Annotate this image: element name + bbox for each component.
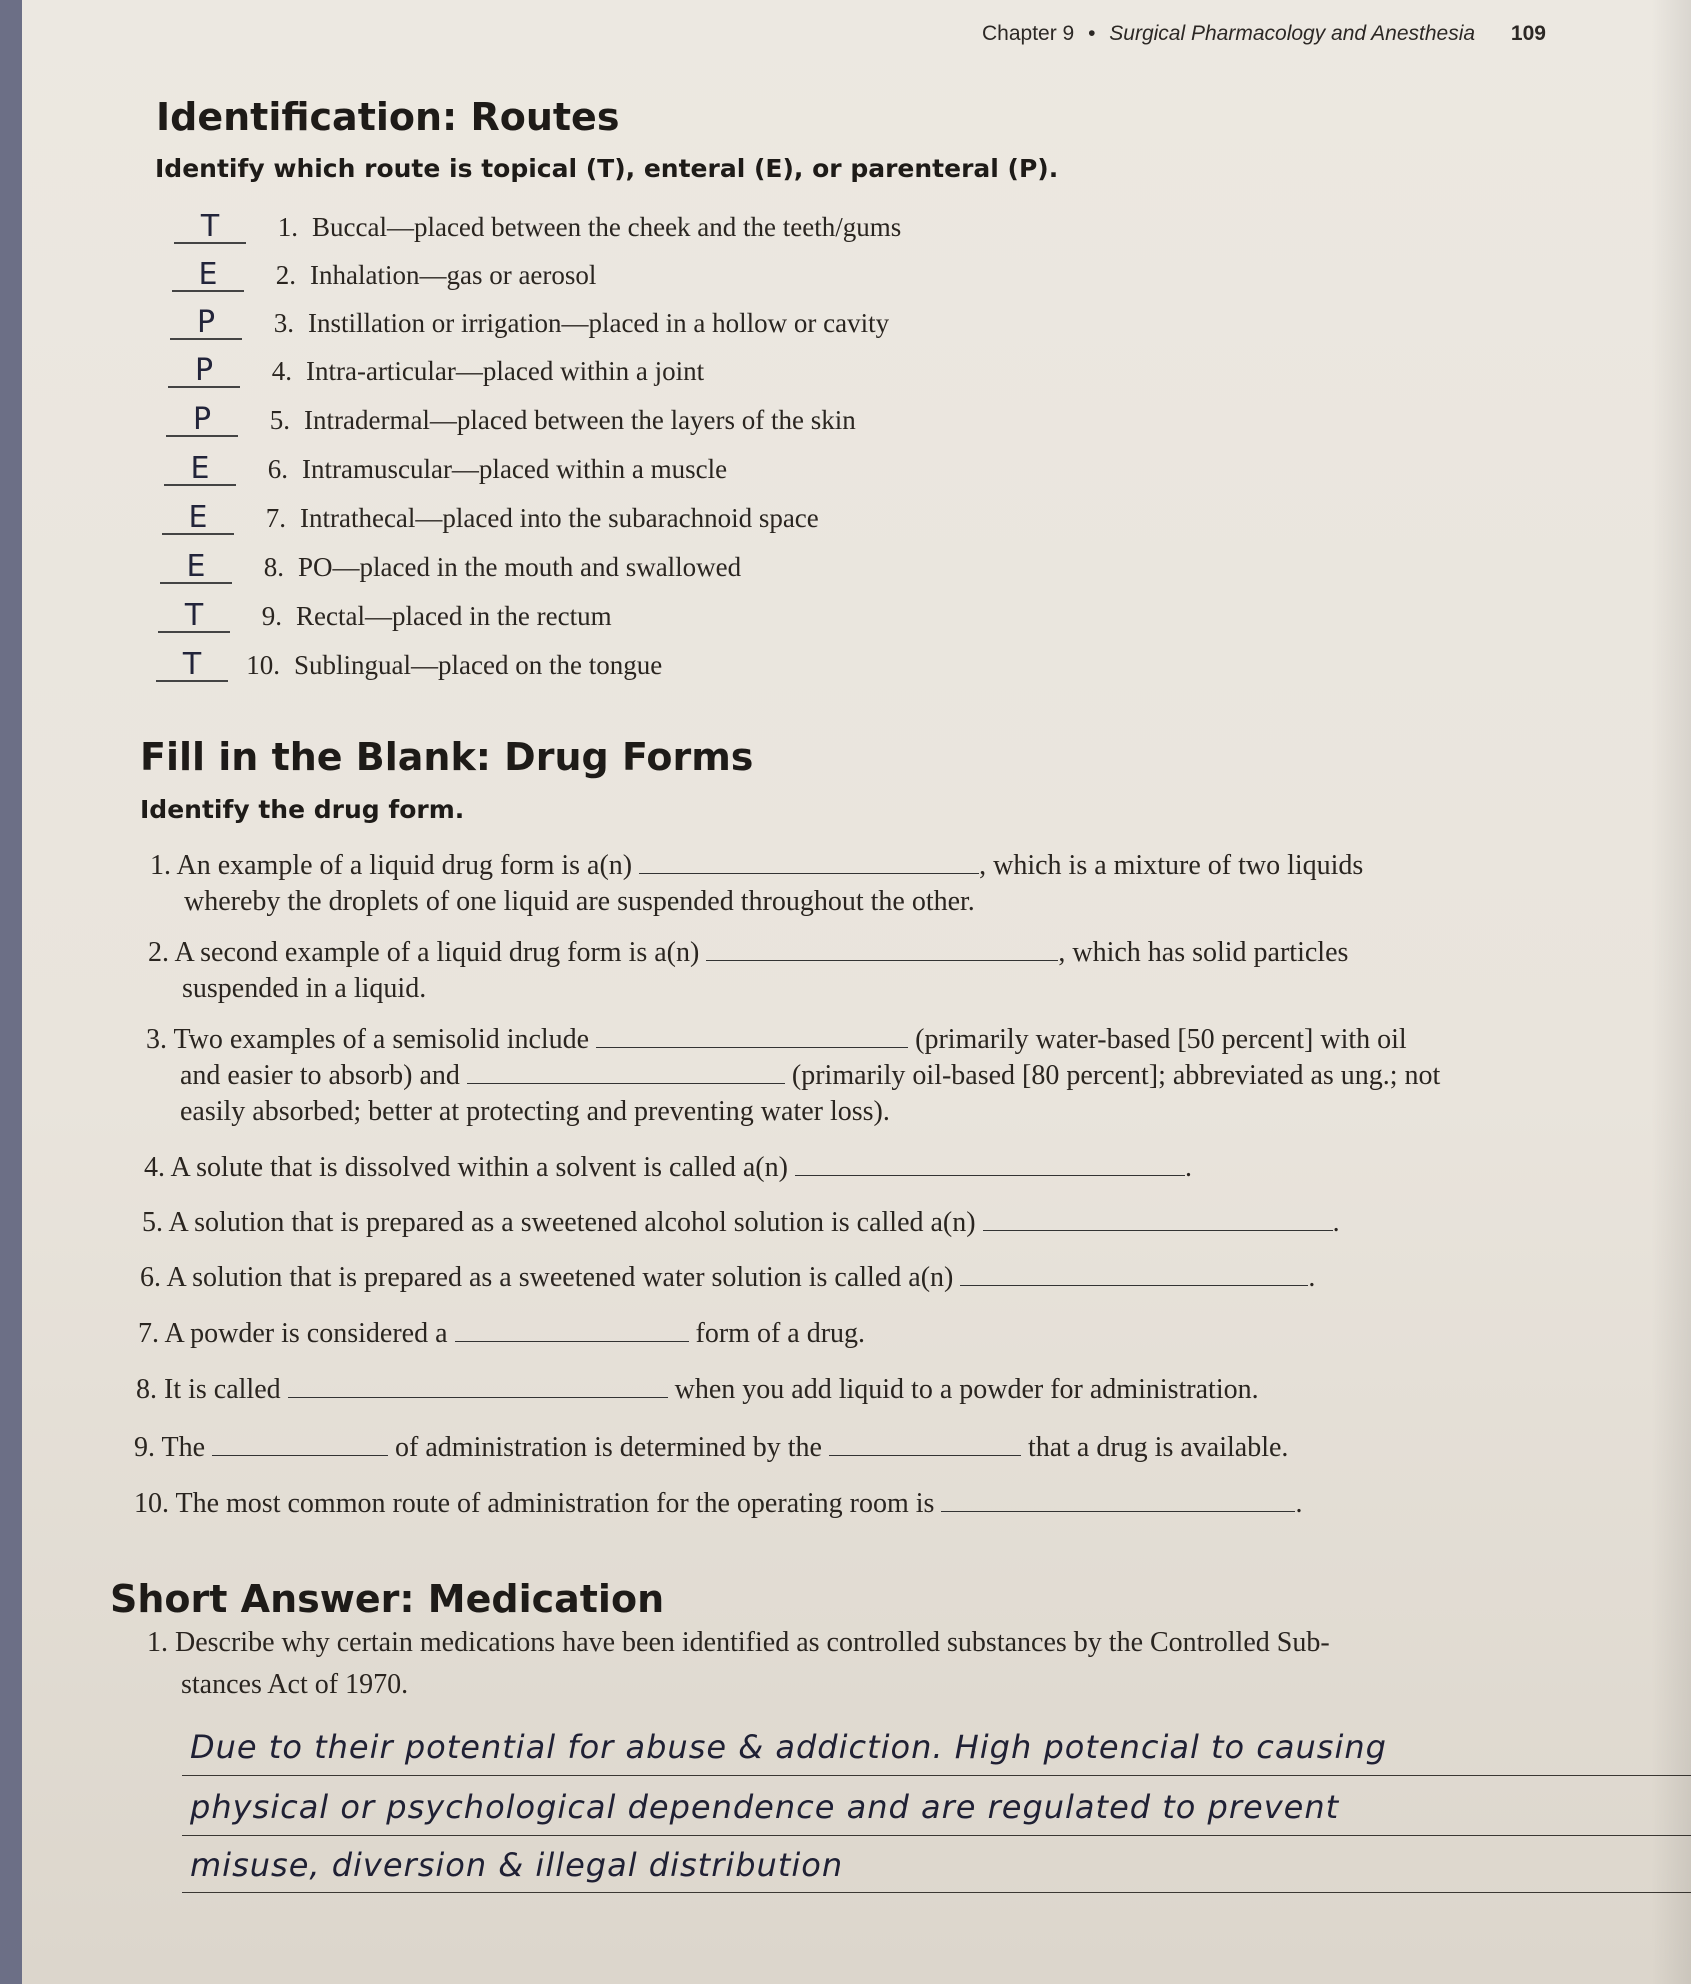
question-text: , which has solid particles xyxy=(1058,937,1349,968)
route-item xyxy=(166,402,856,437)
routes-instruction: Identify which route is topical (T), enteral (E), or parenteral (P). xyxy=(155,154,1059,183)
item-number: 8. xyxy=(263,552,284,582)
question-number: 3. xyxy=(146,1024,167,1055)
answer-rule xyxy=(182,1835,1691,1836)
question-number: 4. xyxy=(144,1152,165,1183)
item-number: 7. xyxy=(265,503,286,533)
question-number: 1. xyxy=(147,1627,168,1658)
question-text: and easier to absorb) and xyxy=(180,1060,460,1091)
route-description: Intra-articular—placed within a joint xyxy=(306,356,705,386)
question-text: A solution that is prepared as a sweetened water solution is called a(n) xyxy=(166,1262,954,1293)
running-header xyxy=(982,22,1546,46)
forms-question-9 xyxy=(134,1430,1288,1466)
answer-blank[interactable] xyxy=(212,1435,388,1456)
workbook-page xyxy=(22,0,1691,1984)
answer-field[interactable]: P xyxy=(170,312,242,340)
question-text: The most common route of administration for the operating room is xyxy=(175,1488,935,1519)
route-item xyxy=(158,598,612,633)
forms-question-2 xyxy=(148,935,1348,1007)
question-text: . xyxy=(1184,1152,1192,1183)
page-number: 109 xyxy=(1510,22,1546,45)
forms-heading: Fill in the Blank: Drug Forms xyxy=(140,735,754,779)
question-text: (primarily oil-based [80 percent]; abbreviated as ung.; not xyxy=(791,1060,1441,1091)
answer-blank[interactable] xyxy=(596,1027,908,1048)
route-item xyxy=(168,353,705,388)
item-number: 10. xyxy=(246,650,280,680)
question-text: suspended in a liquid. xyxy=(182,973,427,1004)
route-item xyxy=(162,500,819,535)
question-text: , which is a mixture of two liquids xyxy=(979,850,1364,881)
answer-field[interactable]: T xyxy=(158,605,230,633)
forms-question-4 xyxy=(144,1150,1192,1186)
question-text: stances Act of 1970. xyxy=(181,1669,409,1700)
question-text: A solution that is prepared as a sweetened alcohol solution is called a(n) xyxy=(168,1207,976,1238)
forms-question-7 xyxy=(138,1316,865,1352)
answer-blank[interactable] xyxy=(829,1435,1021,1456)
route-description: Intramuscular—placed within a muscle xyxy=(302,454,728,484)
short-answer-question-1 xyxy=(147,1622,1627,1706)
question-text: A second example of a liquid drug form is a(n) xyxy=(174,937,700,968)
route-description: PO—placed in the mouth and swallowed xyxy=(298,552,742,582)
question-number: 1. xyxy=(150,850,171,881)
answer-blank[interactable] xyxy=(467,1063,785,1084)
route-item xyxy=(156,647,663,682)
answer-blank[interactable] xyxy=(983,1210,1333,1231)
question-number: 7. xyxy=(138,1318,159,1349)
answer-blank[interactable] xyxy=(639,853,979,874)
question-text: The xyxy=(161,1432,206,1463)
answer-blank[interactable] xyxy=(288,1377,668,1398)
answer-field[interactable]: T xyxy=(156,654,228,682)
answer-blank[interactable] xyxy=(455,1321,689,1342)
question-number: 10. xyxy=(134,1488,169,1519)
item-number: 1. xyxy=(277,212,298,242)
forms-question-8 xyxy=(136,1372,1259,1408)
question-text: (primarily water-based [50 percent] with oil xyxy=(915,1024,1407,1055)
question-number: 2. xyxy=(148,937,169,968)
question-text: when you add liquid to a powder for administration. xyxy=(674,1374,1259,1405)
question-text: It is called xyxy=(164,1374,281,1405)
question-text: form of a drug. xyxy=(695,1318,866,1349)
route-description: Buccal—placed between the cheek and the teeth/gums xyxy=(312,212,902,242)
forms-question-3 xyxy=(146,1022,1440,1130)
question-text: that a drug is available. xyxy=(1027,1432,1289,1463)
question-number: 9. xyxy=(134,1432,155,1463)
item-number: 5. xyxy=(269,405,290,435)
question-text: An example of a liquid drug form is a(n) xyxy=(176,850,633,881)
item-number: 4. xyxy=(271,356,292,386)
item-number: 9. xyxy=(261,601,282,631)
forms-question-1 xyxy=(150,848,1363,920)
question-number: 6. xyxy=(140,1262,161,1293)
answer-blank[interactable] xyxy=(795,1155,1185,1176)
question-text: whereby the droplets of one liquid are suspended throughout the other. xyxy=(184,886,975,917)
route-item xyxy=(160,549,742,584)
answer-blank[interactable] xyxy=(706,940,1058,961)
route-item xyxy=(164,451,728,486)
answer-field[interactable]: E xyxy=(172,264,244,292)
handwritten-answer-line-2[interactable]: physical or psychological dependence and are regulated to prevent xyxy=(190,1788,1340,1826)
answer-field[interactable]: T xyxy=(174,216,246,244)
question-text: A solute that is dissolved within a solvent is called a(n) xyxy=(170,1152,788,1183)
answer-rule xyxy=(182,1892,1691,1893)
question-number: 5. xyxy=(142,1207,163,1238)
route-item xyxy=(170,305,890,340)
answer-rule xyxy=(182,1775,1691,1776)
question-text: Two examples of a semisolid include xyxy=(173,1024,590,1055)
route-description: Intrathecal—placed into the subarachnoid space xyxy=(300,503,819,533)
item-number: 2. xyxy=(275,260,296,290)
question-number: 8. xyxy=(136,1374,157,1405)
route-description: Sublingual—placed on the tongue xyxy=(294,650,663,680)
forms-instruction: Identify the drug form. xyxy=(140,795,465,824)
route-description: Rectal—placed in the rectum xyxy=(296,601,612,631)
route-item xyxy=(172,257,597,292)
question-text: of administration is determined by the xyxy=(395,1432,822,1463)
forms-question-5 xyxy=(142,1205,1340,1241)
route-description: Inhalation—gas or aerosol xyxy=(310,260,597,290)
handwritten-answer-line-3[interactable]: misuse, diversion & illegal distribution xyxy=(190,1846,844,1884)
chapter-label: Chapter 9 xyxy=(982,22,1075,45)
question-text: A powder is considered a xyxy=(164,1318,448,1349)
routes-heading: Identification: Routes xyxy=(156,95,620,139)
answer-blank[interactable] xyxy=(960,1265,1308,1286)
item-number: 6. xyxy=(267,454,288,484)
forms-question-10 xyxy=(134,1486,1302,1522)
answer-field[interactable]: E xyxy=(160,556,232,584)
forms-question-6 xyxy=(140,1260,1315,1296)
answer-field[interactable]: E xyxy=(164,458,236,486)
answer-field[interactable]: E xyxy=(162,507,234,535)
answer-field[interactable]: P xyxy=(166,409,238,437)
answer-blank[interactable] xyxy=(941,1491,1295,1512)
question-text: Describe why certain medications have been identified as controlled substances by the Controlled Sub- xyxy=(175,1627,1330,1658)
route-item xyxy=(174,209,902,244)
question-text: . xyxy=(1308,1262,1316,1293)
question-text: . xyxy=(1332,1207,1340,1238)
route-description: Instillation or irrigation—placed in a hollow or cavity xyxy=(308,308,890,338)
chapter-title: Surgical Pharmacology and Anesthesia xyxy=(1109,22,1476,45)
question-text: . xyxy=(1295,1488,1303,1519)
short-answer-heading: Short Answer: Medication xyxy=(110,1577,665,1621)
answer-field[interactable]: P xyxy=(168,360,240,388)
handwritten-answer-line-1[interactable]: Due to their potential for abuse & addiction. High potencial to causing xyxy=(190,1728,1387,1766)
route-description: Intradermal—placed between the layers of the skin xyxy=(304,405,856,435)
item-number: 3. xyxy=(273,308,294,338)
header-bullet: • xyxy=(1088,22,1096,45)
question-text: easily absorbed; better at protecting and preventing water loss). xyxy=(180,1096,890,1127)
